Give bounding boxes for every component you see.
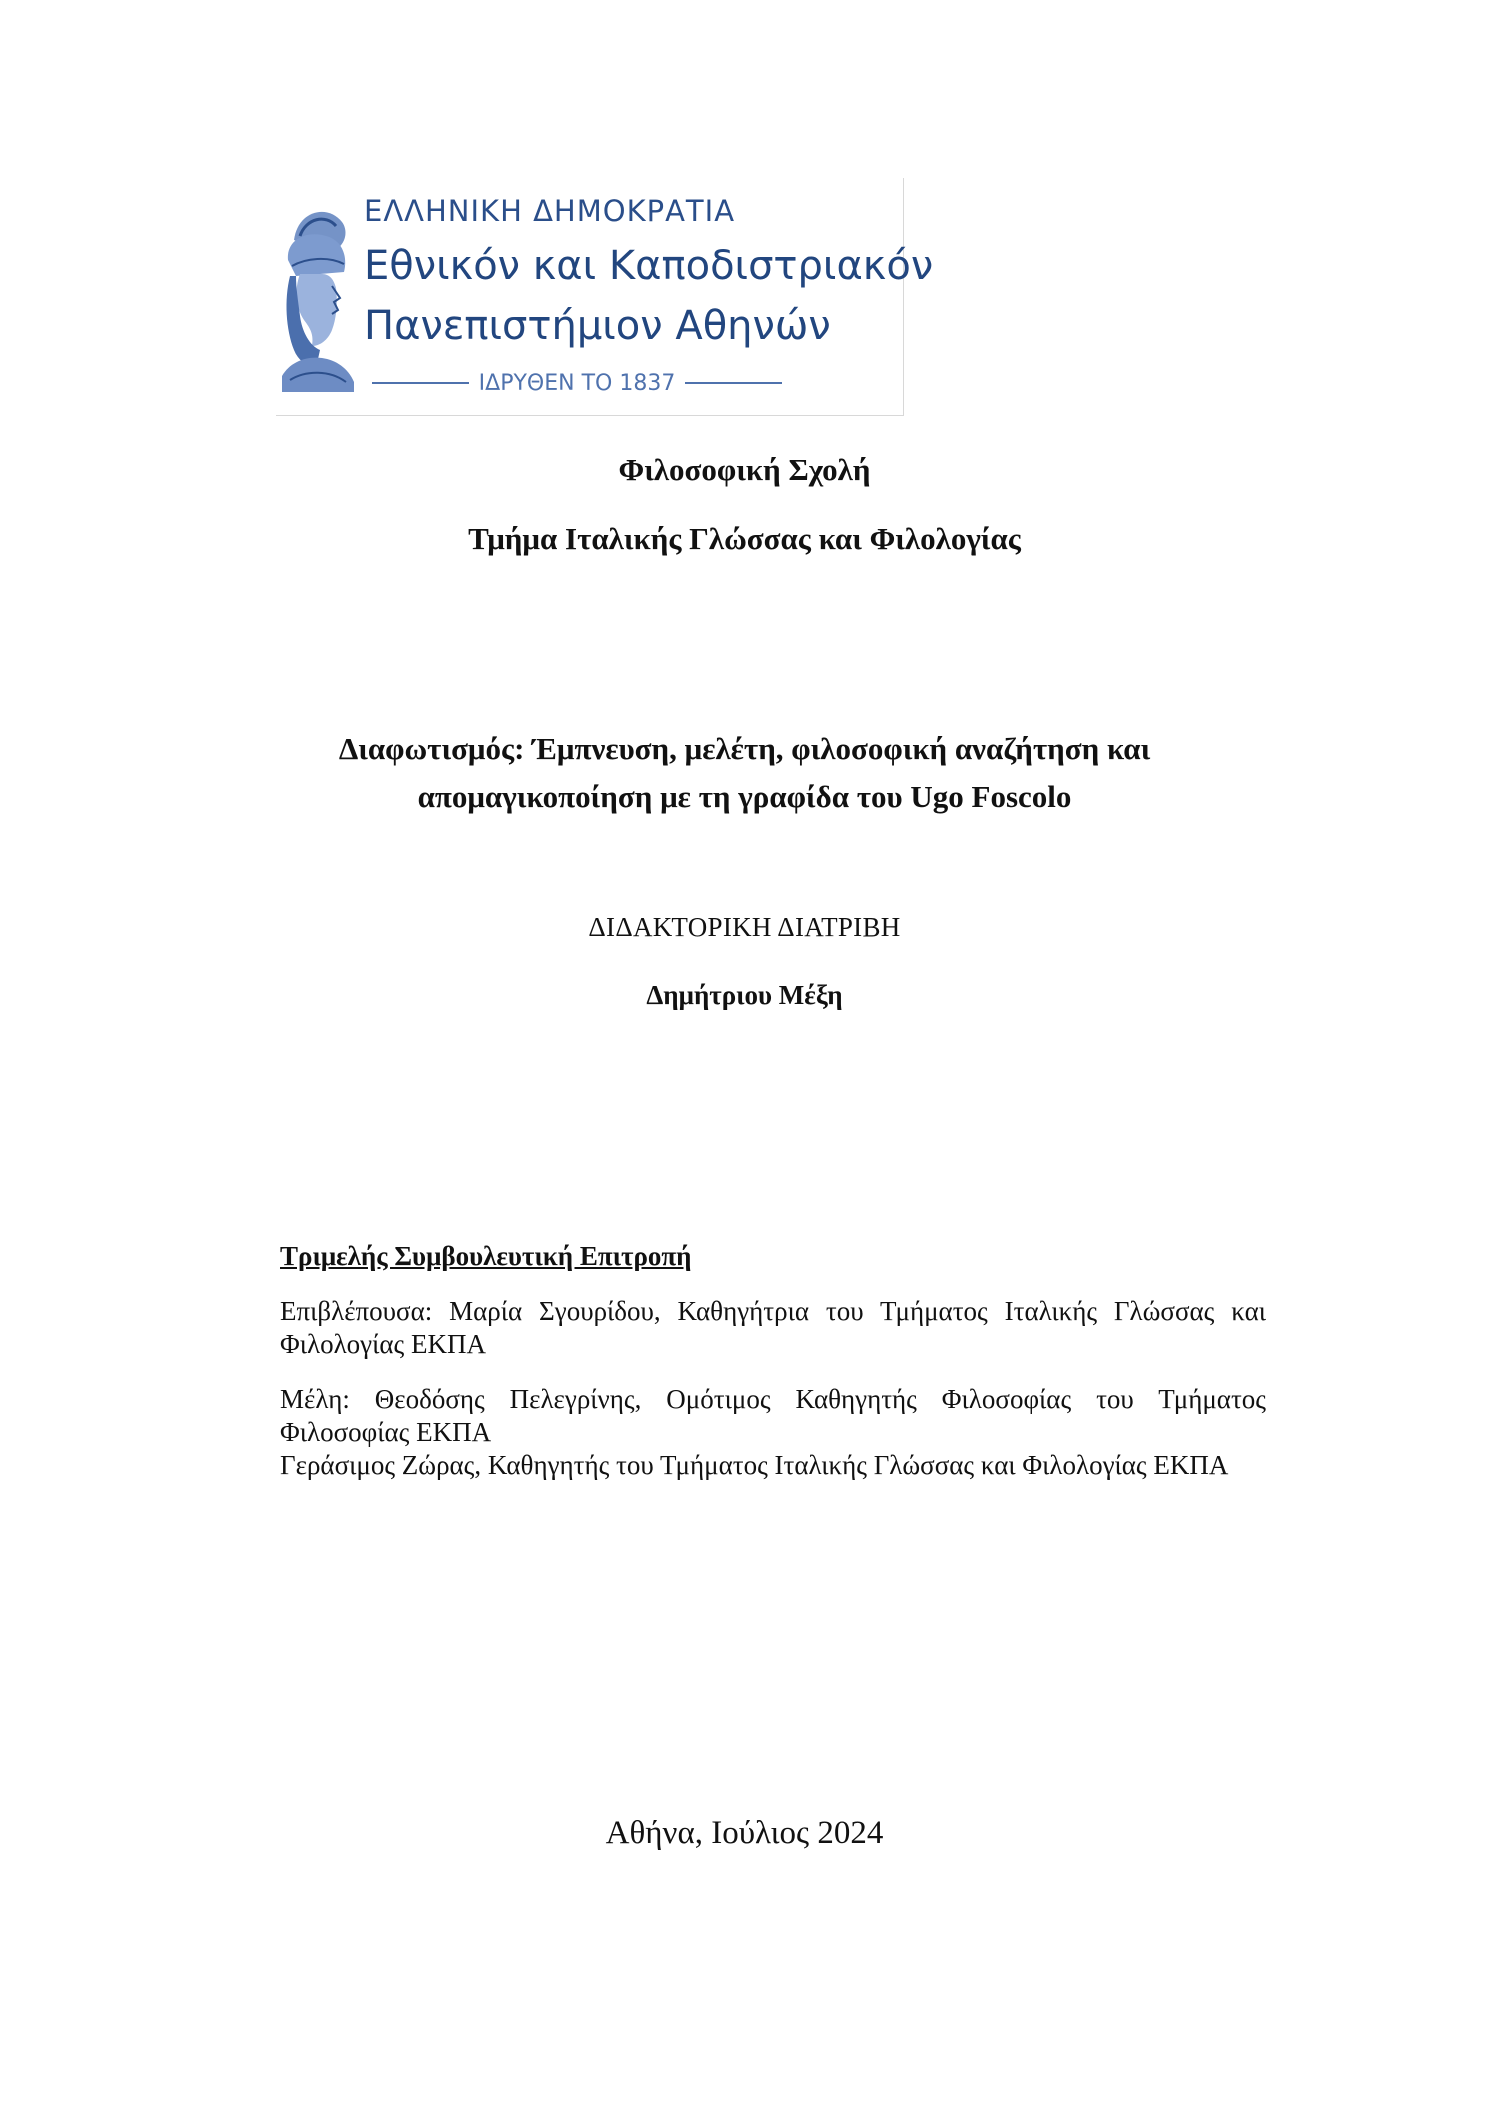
author-name: Δημήτριου Μέξη <box>646 980 843 1010</box>
logo-country-text: ΕΛΛΗΝΙΚΗ ΔΗΜΟΚΡΑΤΙΑ <box>364 194 736 228</box>
logo-rule-left <box>372 382 469 384</box>
thesis-title-line1: Διαφωτισμός: Έμπνευση, μελέτη, φιλοσοφική αναζήτηση και <box>338 731 1151 766</box>
logo-university-line2: Πανεπιστήμιον Αθηνών <box>364 303 831 349</box>
committee-supervisor: Επιβλέπουσα: Μαρία Σγουρίδου, Καθηγήτρια του Τμήματος Ιταλικής Γλώσσας και Φιλολογίας ΕΚΠΑ <box>280 1296 1266 1359</box>
advisory-committee <box>280 1240 1266 1482</box>
thesis-type: ΔΙΔΑΚΤΟΡΙΚΗ ΔΙΑΤΡΙΒΗ <box>588 912 901 942</box>
faculty-name: Φιλοσοφική Σχολή <box>618 452 871 487</box>
committee-member-1: Μέλη: Θεοδόσης Πελεγρίνης, Ομότιμος Καθηγητής Φιλοσοφίας του Τμήματος Φιλοσοφίας ΕΚΠΑ <box>280 1384 1266 1447</box>
logo-university-line1: Εθνικόν και Καποδιστριακόν <box>364 243 934 289</box>
place-date: Αθήνα, Ιούλιος 2024 <box>605 1815 884 1851</box>
committee-member-2: Γεράσιμος Ζώρας, Καθηγητής του Τμήματος Ιταλικής Γλώσσας και Φιλολογίας ΕΚΠΑ <box>280 1450 1229 1480</box>
committee-heading: Τριμελής Συμβουλευτική Επιτροπή <box>280 1241 692 1271</box>
logo-founded-row <box>372 368 782 398</box>
thesis-title-line2: απομαγικοποίηση με τη γραφίδα του Ugo Foscolo <box>417 779 1072 814</box>
thesis-title <box>0 725 1489 821</box>
athena-head-emblem-icon <box>276 200 358 392</box>
logo-founded-text: ΙΔΡΥΘΕΝ ΤΟ 1837 <box>478 370 676 396</box>
logo-rule-right <box>685 382 782 384</box>
university-logo <box>276 178 934 416</box>
department-name: Τμήμα Ιταλικής Γλώσσας και Φιλολογίας <box>468 521 1021 556</box>
